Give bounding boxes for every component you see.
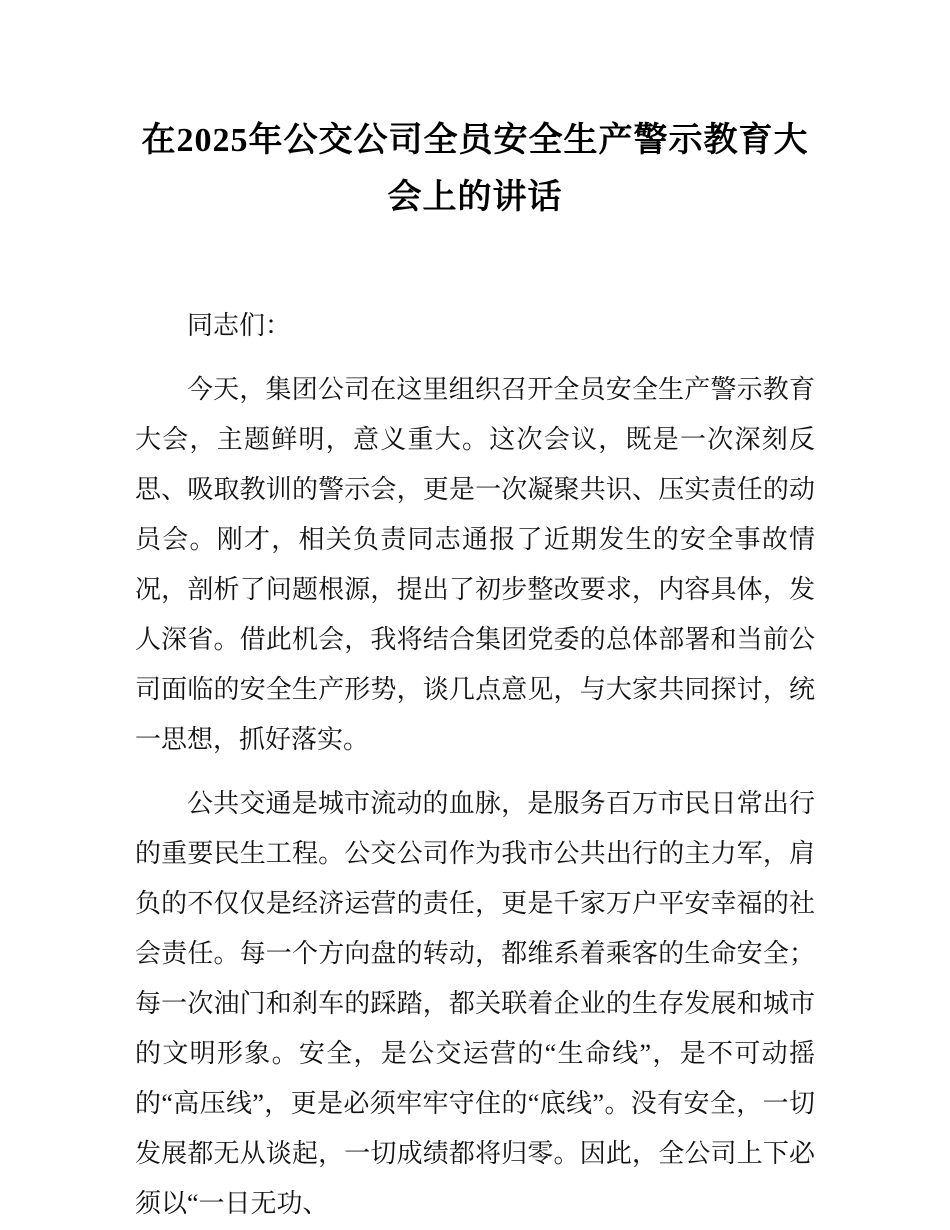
- document-title-line-1: 在2025年公交公司全员安全生产警示教育大: [141, 122, 809, 159]
- document-title-line-2: 会上的讲话: [387, 179, 563, 216]
- document-title: [135, 112, 815, 226]
- body-paragraph-2: 公共交通是城市流动的血脉，是服务百万市民日常出行的重要民生工程。公交公司作为我市公共出行的主力军，肩负的不仅仅是经济运营的责任，更是千家万户平安幸福的社会责任。每一个方向盘的转动，都维系着乘客的生命安全；每一次油门和刹车的踩踏，都关联着企业的生存发展和城市的文明形象。安全，是公交运营的“生命线”，是不可动摇的“高压线”，更是必须牢牢守住的“底线”。没有安全，一切发展都无从谈起，一切成绩都将归零。因此，全公司上下必须以“一日无功、: [135, 789, 815, 1218]
- body-paragraph-1: 今天，集团公司在这里组织召开全员安全生产警示教育大会，主题鲜明，意义重大。这次会议，既是一次深刻反思、吸取教训的警示会，更是一次凝聚共识、压实责任的动员会。刚才，相关负责同志通报了近期发生的安全事故情况，剖析了问题根源，提出了初步整改要求，内容具体，发人深省。借此机会，我将结合集团党委的总体部署和当前公司面临的安全生产形势，谈几点意见，与大家共同探讨，统一思想，抓好落实。: [135, 375, 815, 754]
- salutation: 同志们：: [187, 311, 292, 340]
